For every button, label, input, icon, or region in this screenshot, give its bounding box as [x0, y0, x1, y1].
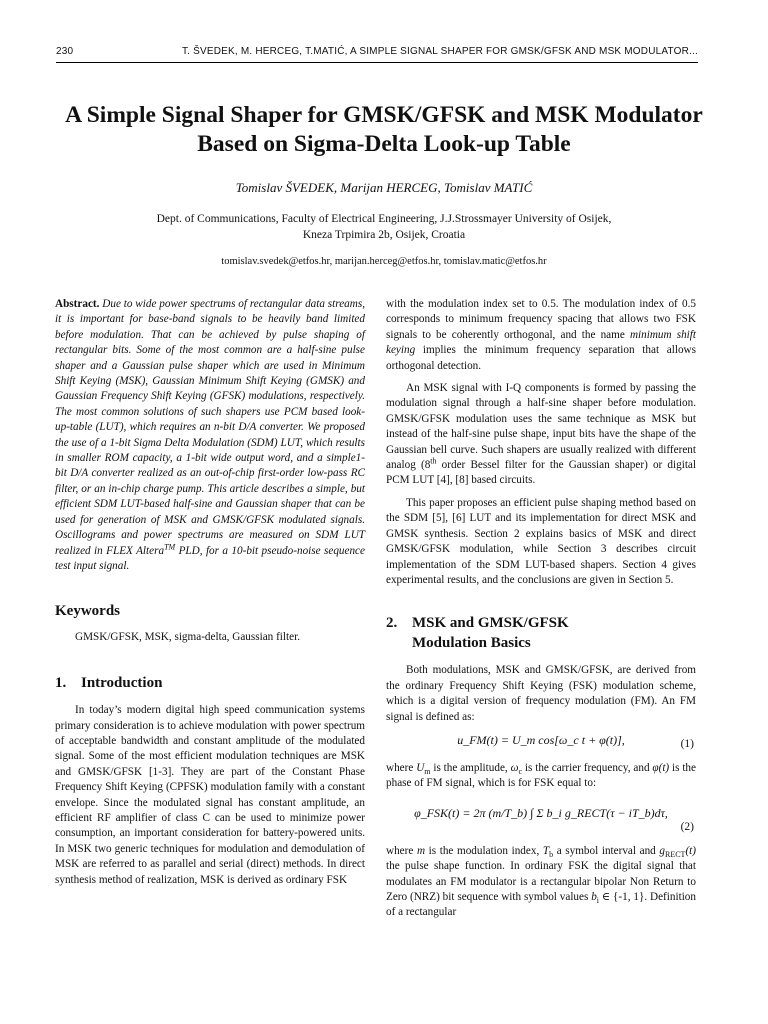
section-title [412, 613, 569, 653]
modulation-paragraph-1: Both modulations, MSK and GMSK/GFSK, are derived from the ordinary Frequency Shift Keying (FSK) modulation scheme, which is a digital version of frequency modulation (FM). An FM signal is defined as: [386, 664, 696, 723]
equation-1 [386, 729, 696, 757]
math-symbol: φ(t) [652, 761, 670, 774]
text-run: order Bessel filter for the Gaussian shaper) or digital PCM LUT [4], [8] based circuits. [386, 459, 697, 487]
math-subscript: i [596, 896, 600, 906]
left-column [55, 297, 365, 888]
equation-1-number: (1) [680, 737, 694, 750]
text-run: is the carrier frequency, and [522, 761, 653, 774]
text-run: where [386, 761, 417, 774]
math-subscript: c [518, 767, 523, 777]
text-run: implies the minimum frequency separation that allows orthogonal detection. [386, 344, 696, 372]
author-list: Tomislav ŠVEDEK, Marijan HERCEG, Tomislav MATIĆ [235, 180, 533, 195]
math-symbol: T [542, 844, 550, 857]
trademark-mark: TM [164, 541, 176, 551]
text-run: is the phase of FM signal, which is for FSK equal to: [386, 761, 696, 790]
text-run: An MSK signal with I-Q components is formed by passing the modulation signal through a half-sine shaper before modulation. GMSK/GFSK modulation uses the same technique as MSK but instead of the half-sine pulse shape, input bits have the shape of the Gaussian bell curve. Such shapers are usually realized with different analog (8 [386, 382, 696, 472]
math-symbol: m [416, 844, 426, 857]
section-heading-introduction [55, 673, 365, 693]
equation-1-expression: u_FM(t) = U_m cos[ω_c t + φ(t)], [457, 732, 625, 747]
section-title-line-1: MSK and GMSK/GFSK [412, 615, 569, 632]
equation-2 [386, 796, 696, 840]
math-symbol: g [659, 844, 665, 857]
section-title-line-2: Modulation Basics [412, 635, 531, 652]
math-symbol: U [416, 761, 425, 774]
modulation-paragraph-3 [386, 844, 696, 921]
keywords-heading: Keywords [55, 603, 120, 620]
text-run: ∈ {-1, 1}. Definition of a rectangular [386, 890, 696, 919]
section-number: 1. [55, 675, 67, 692]
math-subscript: m [424, 767, 431, 777]
equation-2-number: (2) [680, 820, 694, 833]
abstract-text-end: PLD, for a 10-bit pseudo-noise sequence test input signal. [55, 544, 365, 572]
right-column [386, 297, 696, 921]
right-paragraph-1 [386, 297, 696, 374]
text-run: is the modulation index, [425, 844, 543, 857]
math-symbol: b [591, 890, 597, 903]
abstract-text: Due to wide power spectrums of rectangular data streams, it is important for base-band signals to be heavily band limited before modulation. That can be achieved by pulse shaping of rectangular bits. Some of the most common are a half-sine pulse shaper and a Gaussian pulse shaper which are used in Minimum Shift Keying (MSK), Gaussian Minimum Shift Keying (GMSK) and Gaussian Frequency Shift Keying (GFSK) modulations, respectively. The most common solutions of such shapers use PCM based look-up-table (LUT), which requires an n-bit D/A converter. We proposed the use of a 1-bit Sigma Delta Modulation (SDM) LUT, which results in smaller ROM capacity, a 1-bit wide output word, and a simple1-bit D/A converter realized as an out-of-chip first-order low-pass RC filter, or an in-chip charge pump. This article describes a simple, but efficient SDM LUT-based half-sine and Gaussian shaper that can be used for generation of MSK and GMSK/GFSK modulated signals. Oscillograms and power spectrums are measured on SDM LUT realized in FLEX Altera [55, 298, 365, 557]
affiliation-line-2: Kneza Trpimira 2b, Osijek, Croatia [302, 229, 466, 241]
emphasis-text: minimum shift keying [386, 328, 696, 357]
abstract-label: Abstract. [55, 298, 100, 310]
math-subscript: b [549, 849, 554, 859]
paper-title: A Simple Signal Shaper for GMSK/GFSK and MSK Modulator Based on Sigma-Delta Look-up Table [65, 102, 703, 157]
text-run: a symbol interval and [553, 844, 660, 857]
text-run: the pulse shape function. In ordinary FSK the digital signal that modulates an FM modulator is a rectangular bipolar Non Return to Zero (NRZ) bit sequence with symbol values [386, 860, 696, 903]
right-paragraph-2 [386, 381, 696, 489]
modulation-paragraph-2 [386, 761, 696, 792]
abstract [55, 297, 365, 574]
text-run: where [386, 844, 417, 857]
math-subscript: RECT [664, 849, 686, 859]
right-paragraph-3: This paper proposes an efficient pulse shaping method based on the SDM [5], [6] LUT and its implementation for direct MSK and GMSK synthesis. Section 2 explains basics of MSK and direct GMSK/GFSK modulation, while Section 3 describes circuit implementation of the SDM LUT-based shapers. Section 4 gives experimental results, and the conclusions are given in Section 5. [386, 496, 696, 586]
section-heading-modulation-basics [386, 613, 696, 653]
section-title: Introduction [81, 675, 163, 692]
header-rule [56, 62, 698, 63]
math-symbol: (t) [685, 844, 696, 857]
introduction-paragraph: In today’s modern digital high speed communication systems primary consideration is to achieve modulation with power spectrum of acceptable bandwidth and constant amplitude of the modulated signal. Some of the most efficient modulation techniques are MSK and GMSK/GFSK [1-3]. They are part of the Constant Phase Frequency Shift Keying (CPFSK) modulation family with a constant envelope. Since the modulated signal has constant amplitude, an efficient RF amplifier of class C can be used to minimize power consumption, an important consideration for battery-powered units. In MSK two generic techniques for modulation and demodulation of MSK are referred to as parallel and serial (direct) methods. In direct synthesis method of realization, MSK is derived as ordinary FSK [55, 704, 365, 886]
running-header [56, 46, 698, 62]
keywords-text: GMSK/GFSK, MSK, sigma-delta, Gaussian filter. [75, 630, 300, 643]
equation-2-expression: φ_FSK(t) = 2π (m/T_b) ∫ Σ b_i g_RECT(τ − iT_b)dτ, [414, 805, 668, 820]
running-title: T. ŠVEDEK, M. HERCEG, T.MATIĆ, A SIMPLE SIGNAL SHAPER FOR GMSK/GFSK AND MSK MODULATOR... [181, 46, 698, 57]
section-number: 2. [386, 615, 398, 632]
affiliation-line-1: Dept. of Communications, Faculty of Electrical Engineering, J.J.Strossmayer University of Osijek, [156, 213, 612, 225]
text-run: with the modulation index set to 0.5. The modulation index of 0.5 corresponds to minimum frequency spacing that allows two FSK signals to be coherently orthogonal, and the name [386, 298, 696, 341]
author-emails: tomislav.svedek@etfos.hr, marijan.herceg@etfos.hr, tomislav.matic@etfos.hr [221, 256, 547, 267]
affiliation [56, 211, 712, 243]
page-number: 230 [56, 46, 74, 57]
math-symbol: ω [510, 761, 519, 774]
text-run: is the amplitude, [430, 761, 511, 774]
superscript: th [430, 456, 437, 466]
